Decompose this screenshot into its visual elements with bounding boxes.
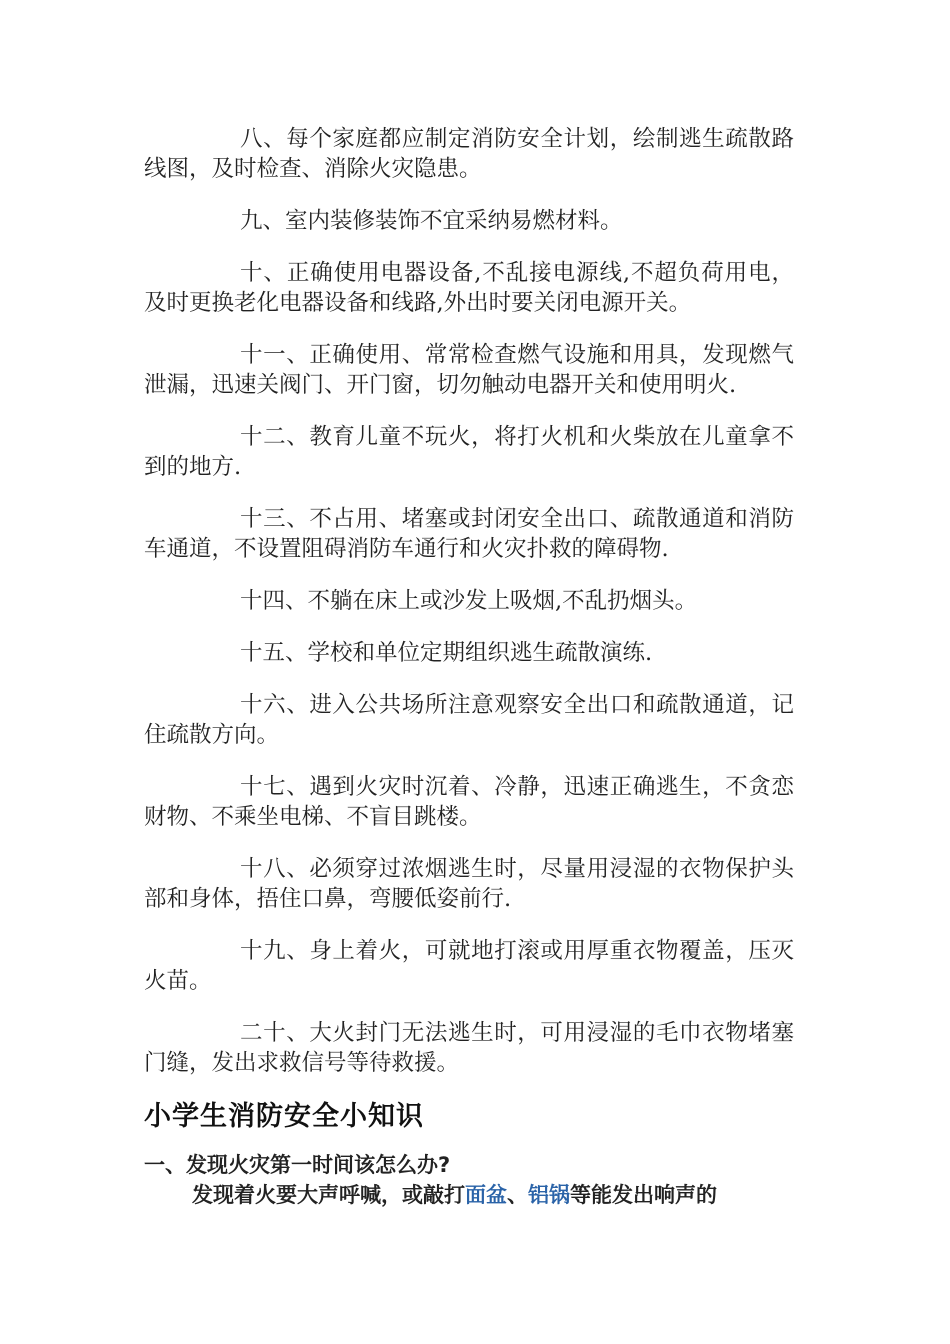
paragraph-rule-14: 十四、不躺在床上或沙发上吸烟,不乱扔烟头。 <box>240 588 698 614</box>
answer-text-part1: 发现着火要大声呼喊，或敲打 <box>192 1183 465 1207</box>
paragraph-rule-11: 十一、正确使用、常常检查燃气设施和用具，发现燃气泄漏，迅速关阀门、开门窗，切勿触动电器开关和使用明火. <box>144 342 794 398</box>
paragraph-rule-15: 十五、学校和单位定期组织逃生疏散演练. <box>240 640 653 666</box>
answer-text-part2: 等能发出响声的 <box>570 1183 717 1207</box>
paragraph-rule-17: 十七、遇到火灾时沉着、冷静，迅速正确逃生，不贪恋财物、不乘坐电梯、不盲目跳楼。 <box>144 774 794 830</box>
paragraph-rule-13: 十三、不占用、堵塞或封闭安全出口、疏散通道和消防车通道，不设置阻碍消防车通行和火灾扑救的障碍物. <box>144 506 794 562</box>
question-heading: 一、发现火灾第一时间该怎么办? <box>144 1153 451 1177</box>
link-aluminum-pot[interactable]: 铝锅 <box>528 1183 570 1207</box>
document-content <box>144 124 794 1210</box>
paragraph-rule-12: 十二、教育儿童不玩火，将打火机和火柴放在儿童拿不到的地方. <box>144 424 794 480</box>
paragraph-rule-10: 十、正确使用电器设备,不乱接电源线,不超负荷用电，及时更换老化电器设备和线路,外出时要关闭电源开关。 <box>144 260 794 316</box>
paragraph-rule-19: 十九、身上着火，可就地打滚或用厚重衣物覆盖，压灭火苗。 <box>144 938 794 994</box>
paragraph-rule-9: 九、室内装修装饰不宜采纳易燃材料。 <box>240 208 623 234</box>
section-heading: 小学生消防安全小知识 <box>144 1101 424 1132</box>
answer-separator: 、 <box>507 1183 528 1207</box>
paragraph-rule-16: 十六、进入公共场所注意观察安全出口和疏散通道，记住疏散方向。 <box>144 692 794 748</box>
answer-paragraph <box>144 1180 794 1210</box>
paragraph-rule-8: 八、每个家庭都应制定消防安全计划，绘制逃生疏散路线图，及时检查、消除火灾隐患。 <box>144 126 794 182</box>
paragraph-rule-18: 十八、必须穿过浓烟逃生时，尽量用浸湿的衣物保护头部和身体，捂住口鼻，弯腰低姿前行. <box>144 856 794 912</box>
link-basin[interactable]: 面盆 <box>465 1183 507 1207</box>
paragraph-rule-20: 二十、大火封门无法逃生时，可用浸湿的毛巾衣物堵塞门缝，发出求救信号等待救援。 <box>144 1020 794 1076</box>
